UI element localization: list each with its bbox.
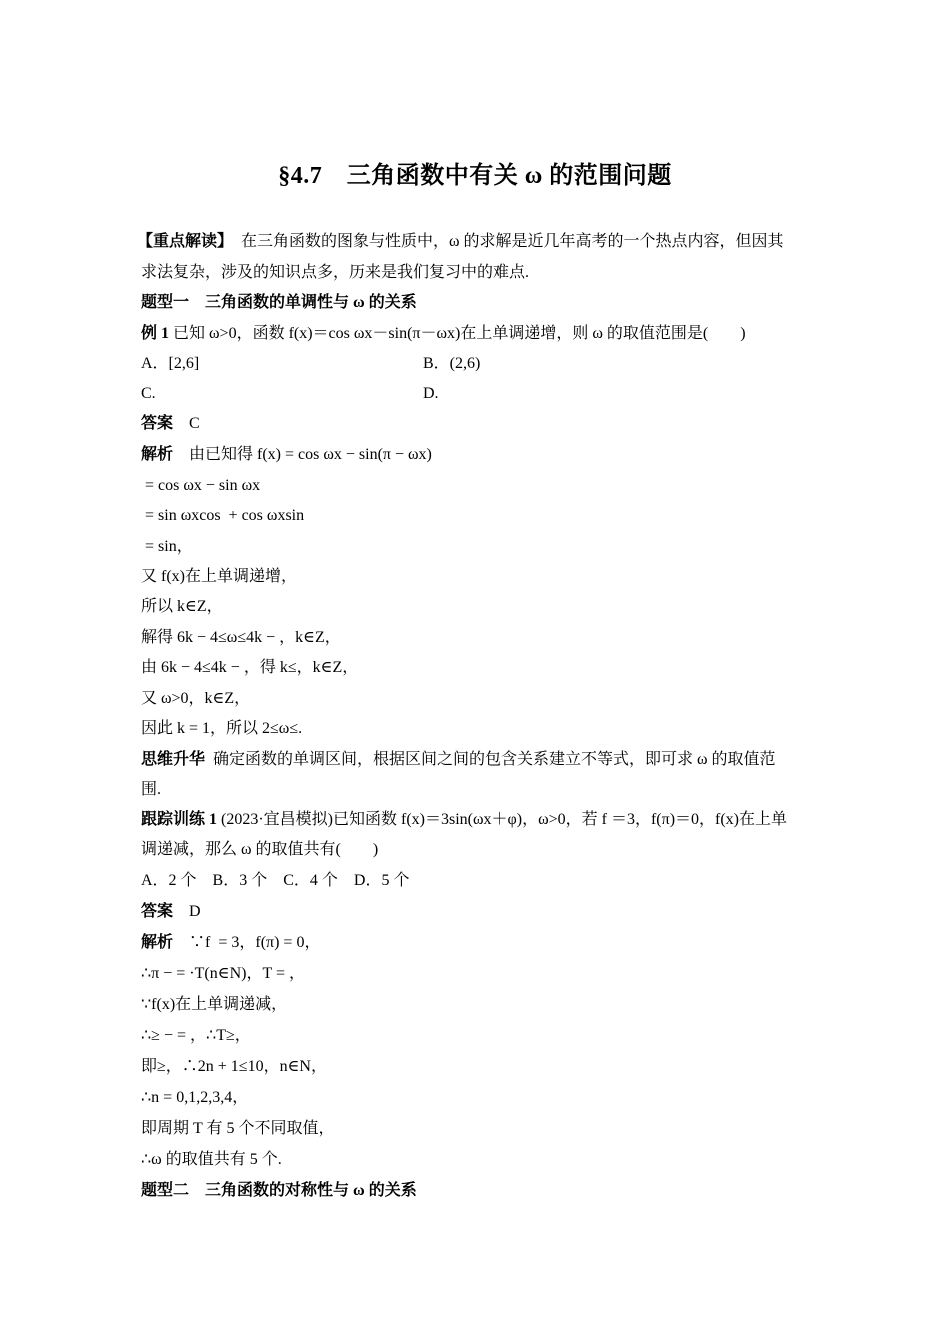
- practice-1-options: A．2 个 B．3 个 C．4 个 D．5 个: [141, 872, 410, 889]
- key-point-line-2: 求法复杂，涉及的知识点多，历来是我们复习中的难点.: [141, 264, 530, 281]
- solution-step: ∵f(x)在上单调递减，: [141, 996, 288, 1013]
- solution-step: = cos ωx − sin ωx: [141, 477, 261, 494]
- option-a: A．[2,6]: [141, 355, 200, 372]
- solution-step: ∴n = 0,1,2,3,4，: [141, 1089, 249, 1106]
- option-b: B．(2,6): [423, 355, 481, 372]
- solution-step: 又 f(x)在上单调递增，: [141, 568, 297, 585]
- solution-step: ∴ω 的取值共有 5 个.: [141, 1151, 282, 1168]
- solution-step: 即≥，∴2n + 1≤10，n∈N，: [141, 1058, 327, 1075]
- option-c: C.: [141, 385, 156, 402]
- practice-1-question: 跟踪训练 1 (2023·宜昌模拟)已知函数 f(x)＝3sin(ωx＋φ)，ω>0，若 f ＝3，f(π)＝0，f(x)在上单: [141, 811, 788, 828]
- solution-step: 因此 k = 1，所以 2≤ω≤.: [141, 720, 303, 737]
- solution-step: 解得 6k − 4≤ω≤4k − ，k∈Z，: [141, 629, 341, 646]
- solution-line: 解析 ∵f = 3，f(π) = 0，: [141, 934, 321, 951]
- solution-step: = sin，: [141, 538, 193, 555]
- section-heading-1: 题型一 三角函数的单调性与 ω 的关系: [141, 294, 417, 311]
- page-title: §4.7 三角函数中有关 ω 的范围问题: [278, 163, 672, 189]
- solution-step: 所以 k∈Z，: [141, 598, 223, 615]
- solution-step: = sin ωxcos + cos ωxsin: [141, 507, 305, 524]
- practice-1-question-line-2: 调递减，那么 ω 的取值共有( ): [141, 841, 379, 858]
- thinking-summary-line-1: 思维升华 确定函数的单调区间，根据区间之间的包含关系建立不等式，即可求 ω 的取值范: [141, 751, 776, 768]
- solution-step: 由 6k − 4≤4k − ，得 k≤，k∈Z，: [141, 659, 359, 676]
- solution-step: ∴≥ − = ，∴T≥，: [141, 1027, 251, 1044]
- solution-step: 又 ω>0，k∈Z，: [141, 690, 251, 707]
- answer-line-2: 答案 D: [141, 903, 201, 920]
- solution-line: 解析 由已知得 f(x) = cos ωx − sin(π − ωx): [141, 446, 432, 463]
- example-1-question: 例 1 已知 ω>0，函数 f(x)＝cos ωx－sin(π－ωx)在上单调递增，则 ω 的取值范围是( ): [141, 325, 746, 342]
- option-d: D.: [423, 385, 439, 402]
- thinking-summary-line-2: 围.: [141, 781, 162, 798]
- solution-step: ∴π − = ·T(n∈N)，T = ，: [141, 965, 305, 982]
- answer-line-1: 答案 C: [141, 415, 200, 432]
- solution-step: 即周期 T 有 5 个不同取值，: [141, 1120, 335, 1137]
- key-point-label: 【重点解读】: [137, 233, 234, 250]
- section-heading-2: 题型二 三角函数的对称性与 ω 的关系: [141, 1182, 417, 1199]
- key-point-line-1: 【重点解读】 在三角函数的图象与性质中，ω 的求解是近几年高考的一个热点内容，但因其: [137, 233, 784, 250]
